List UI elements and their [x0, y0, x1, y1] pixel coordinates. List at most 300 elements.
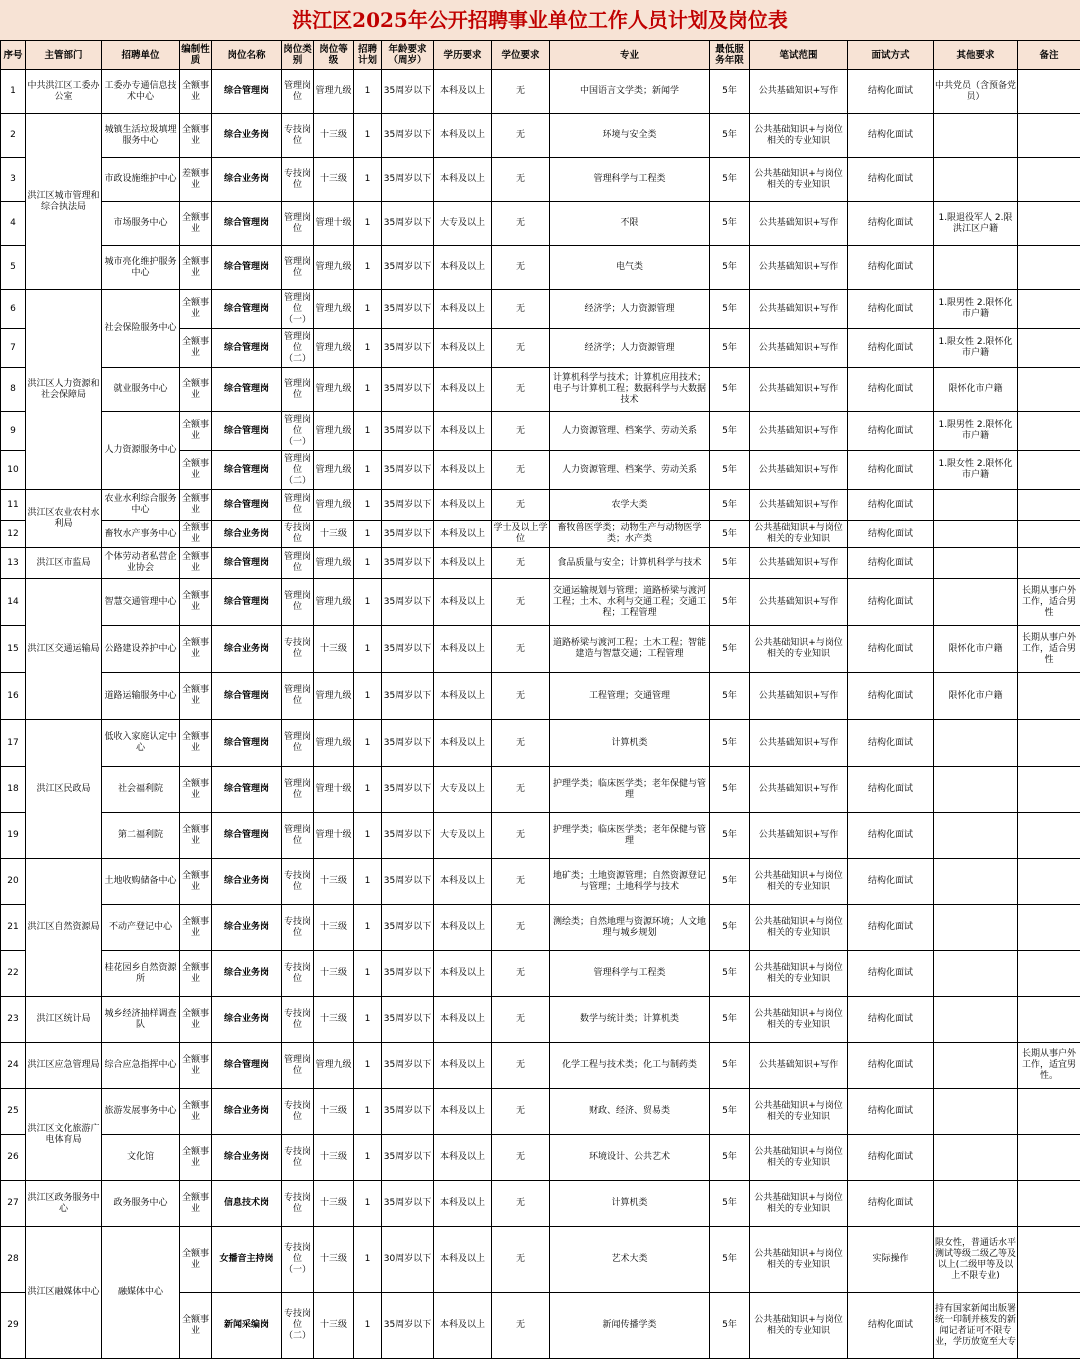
degree-cell: 无 [492, 905, 550, 951]
unit-cell: 融媒体中心 [102, 1227, 180, 1359]
service-years-cell: 5年 [710, 246, 750, 290]
department-cell: 洪江区农业农村水利局 [26, 490, 102, 548]
other-requirements-cell [934, 720, 1018, 767]
other-requirements-cell: 1.限男性 2.限怀化市户籍 [934, 290, 1018, 329]
degree-cell: 无 [492, 951, 550, 997]
plan-cell: 1 [354, 1181, 382, 1227]
unit-cell: 市政设施维护中心 [102, 158, 180, 202]
nature-cell: 全额事业 [180, 368, 212, 412]
exam-scope-cell: 公共基础知识+与岗位相关的专业知识 [750, 626, 848, 673]
degree-cell: 无 [492, 548, 550, 579]
degree-cell: 无 [492, 1135, 550, 1181]
post-name-cell: 综合管理岗 [212, 490, 282, 521]
nature-cell: 全额事业 [180, 673, 212, 720]
degree-cell: 无 [492, 70, 550, 114]
education-cell: 本科及以上 [434, 951, 492, 997]
note-cell [1018, 813, 1080, 859]
header-cell: 面试方式 [848, 41, 934, 70]
table-row [1, 720, 1080, 767]
plan-cell: 1 [354, 412, 382, 451]
post-level-cell: 管理九级 [314, 579, 354, 626]
page-title: 洪江区2025年公开招聘事业单位工作人员计划及岗位表 [0, 0, 1080, 40]
post-level-cell: 管理九级 [314, 720, 354, 767]
row-number-cell: 8 [1, 368, 26, 412]
post-category-cell: 专技岗位 [282, 158, 314, 202]
unit-cell: 个体劳动者私营企业协会 [102, 548, 180, 579]
nature-cell: 全额事业 [180, 720, 212, 767]
note-cell [1018, 997, 1080, 1043]
degree-cell: 无 [492, 290, 550, 329]
department-cell: 洪江区市监局 [26, 548, 102, 579]
education-cell: 本科及以上 [434, 1181, 492, 1227]
post-level-cell: 十三级 [314, 1293, 354, 1359]
unit-cell: 城乡经济抽样调查队 [102, 997, 180, 1043]
post-name-cell: 综合管理岗 [212, 451, 282, 490]
department-cell: 洪江区政务服务中心 [26, 1181, 102, 1227]
post-name-cell: 综合管理岗 [212, 368, 282, 412]
plan-cell: 1 [354, 905, 382, 951]
exam-scope-cell: 公共基础知识+与岗位相关的专业知识 [750, 905, 848, 951]
post-category-cell: 专技岗位（二） [282, 1293, 314, 1359]
plan-cell: 1 [354, 626, 382, 673]
header-cell: 编制性质 [180, 41, 212, 70]
post-category-cell: 专技岗位 [282, 1135, 314, 1181]
nature-cell: 差额事业 [180, 158, 212, 202]
table-row [1, 1227, 1080, 1293]
exam-scope-cell: 公共基础知识+写作 [750, 451, 848, 490]
unit-cell: 文化馆 [102, 1135, 180, 1181]
note-cell [1018, 1293, 1080, 1359]
age-cell: 35周岁以下 [382, 859, 434, 905]
post-category-cell: 专技岗位 [282, 997, 314, 1043]
header-cell: 其他要求 [934, 41, 1018, 70]
plan-cell: 1 [354, 1089, 382, 1135]
interview-cell: 结构化面试 [848, 1181, 934, 1227]
service-years-cell: 5年 [710, 767, 750, 813]
table-row [1, 626, 1080, 673]
service-years-cell: 5年 [710, 813, 750, 859]
note-cell [1018, 114, 1080, 158]
nature-cell: 全额事业 [180, 997, 212, 1043]
service-years-cell: 5年 [710, 673, 750, 720]
post-category-cell: 管理岗位 [282, 579, 314, 626]
nature-cell: 全额事业 [180, 1043, 212, 1089]
other-requirements-cell [934, 1135, 1018, 1181]
exam-scope-cell: 公共基础知识+与岗位相关的专业知识 [750, 1089, 848, 1135]
nature-cell: 全额事业 [180, 202, 212, 246]
row-number-cell: 29 [1, 1293, 26, 1359]
department-cell: 洪江区统计局 [26, 997, 102, 1043]
plan-cell: 1 [354, 246, 382, 290]
other-requirements-cell [934, 579, 1018, 626]
plan-cell: 1 [354, 1135, 382, 1181]
post-name-cell: 新闻采编岗 [212, 1293, 282, 1359]
post-name-cell: 综合管理岗 [212, 290, 282, 329]
education-cell: 本科及以上 [434, 673, 492, 720]
service-years-cell: 5年 [710, 1135, 750, 1181]
note-cell [1018, 158, 1080, 202]
other-requirements-cell [934, 813, 1018, 859]
table-row [1, 202, 1080, 246]
interview-cell: 结构化面试 [848, 767, 934, 813]
row-number-cell: 23 [1, 997, 26, 1043]
nature-cell: 全额事业 [180, 767, 212, 813]
note-cell: 长期从事户外工作，适合男性 [1018, 579, 1080, 626]
row-number-cell: 16 [1, 673, 26, 720]
department-cell: 洪江区人力资源和社会保障局 [26, 290, 102, 490]
unit-cell: 工委办专通信息技术中心 [102, 70, 180, 114]
service-years-cell: 5年 [710, 329, 750, 368]
degree-cell: 无 [492, 859, 550, 905]
major-cell: 农学大类 [550, 490, 710, 521]
service-years-cell: 5年 [710, 290, 750, 329]
table-header-row [1, 41, 1080, 70]
exam-scope-cell: 公共基础知识+与岗位相关的专业知识 [750, 521, 848, 548]
major-cell: 畜牧兽医学类；动物生产与动物医学类；水产类 [550, 521, 710, 548]
nature-cell: 全额事业 [180, 329, 212, 368]
education-cell: 本科及以上 [434, 859, 492, 905]
table-row [1, 951, 1080, 997]
post-name-cell: 综合管理岗 [212, 329, 282, 368]
major-cell: 不限 [550, 202, 710, 246]
post-category-cell: 管理岗位 [282, 246, 314, 290]
age-cell: 35周岁以下 [382, 548, 434, 579]
post-level-cell: 十三级 [314, 905, 354, 951]
note-cell [1018, 951, 1080, 997]
education-cell: 本科及以上 [434, 451, 492, 490]
unit-cell: 第二福利院 [102, 813, 180, 859]
nature-cell: 全额事业 [180, 1089, 212, 1135]
exam-scope-cell: 公共基础知识+与岗位相关的专业知识 [750, 997, 848, 1043]
post-category-cell: 管理岗位（一） [282, 290, 314, 329]
note-cell [1018, 859, 1080, 905]
age-cell: 35周岁以下 [382, 951, 434, 997]
note-cell [1018, 767, 1080, 813]
note-cell [1018, 1135, 1080, 1181]
nature-cell: 全额事业 [180, 70, 212, 114]
nature-cell: 全额事业 [180, 548, 212, 579]
note-cell [1018, 548, 1080, 579]
nature-cell: 全额事业 [180, 859, 212, 905]
service-years-cell: 5年 [710, 1227, 750, 1293]
interview-cell: 结构化面试 [848, 1293, 934, 1359]
other-requirements-cell [934, 246, 1018, 290]
unit-cell: 不动产登记中心 [102, 905, 180, 951]
education-cell: 本科及以上 [434, 1293, 492, 1359]
row-number-cell: 1 [1, 70, 26, 114]
plan-cell: 1 [354, 290, 382, 329]
major-cell: 化学工程与技术类；化工与制药类 [550, 1043, 710, 1089]
plan-cell: 1 [354, 202, 382, 246]
unit-cell: 智慧交通管理中心 [102, 579, 180, 626]
exam-scope-cell: 公共基础知识+与岗位相关的专业知识 [750, 1135, 848, 1181]
header-cell: 学位要求 [492, 41, 550, 70]
post-category-cell: 管理岗位 [282, 813, 314, 859]
major-cell: 交通运输规划与管理；道路桥梁与渡河工程；土木、水利与交通工程；交通工程；工程管理 [550, 579, 710, 626]
post-name-cell: 综合管理岗 [212, 673, 282, 720]
note-cell [1018, 329, 1080, 368]
post-category-cell: 专技岗位 [282, 905, 314, 951]
interview-cell: 结构化面试 [848, 202, 934, 246]
post-level-cell: 管理九级 [314, 548, 354, 579]
post-name-cell: 综合业务岗 [212, 1135, 282, 1181]
post-category-cell: 管理岗位 [282, 70, 314, 114]
plan-cell: 1 [354, 997, 382, 1043]
header-cell: 岗位类别 [282, 41, 314, 70]
service-years-cell: 5年 [710, 859, 750, 905]
unit-cell: 公路建设养护中心 [102, 626, 180, 673]
degree-cell: 无 [492, 202, 550, 246]
unit-cell: 旅游发展事务中心 [102, 1089, 180, 1135]
unit-cell: 社会保险服务中心 [102, 290, 180, 368]
table-row [1, 673, 1080, 720]
exam-scope-cell: 公共基础知识+写作 [750, 548, 848, 579]
post-level-cell: 十三级 [314, 997, 354, 1043]
education-cell: 本科及以上 [434, 290, 492, 329]
interview-cell: 结构化面试 [848, 720, 934, 767]
post-category-cell: 管理岗位 [282, 767, 314, 813]
plan-cell: 1 [354, 548, 382, 579]
row-number-cell: 17 [1, 720, 26, 767]
service-years-cell: 5年 [710, 548, 750, 579]
age-cell: 35周岁以下 [382, 626, 434, 673]
post-category-cell: 专技岗位 [282, 859, 314, 905]
post-name-cell: 综合管理岗 [212, 767, 282, 813]
service-years-cell: 5年 [710, 70, 750, 114]
service-years-cell: 5年 [710, 368, 750, 412]
major-cell: 人力资源管理、档案学、劳动关系 [550, 451, 710, 490]
exam-scope-cell: 公共基础知识+写作 [750, 813, 848, 859]
major-cell: 环境与安全类 [550, 114, 710, 158]
service-years-cell: 5年 [710, 1181, 750, 1227]
table-row [1, 412, 1080, 451]
degree-cell: 无 [492, 158, 550, 202]
nature-cell: 全额事业 [180, 1227, 212, 1293]
age-cell: 35周岁以下 [382, 673, 434, 720]
row-number-cell: 2 [1, 114, 26, 158]
interview-cell: 结构化面试 [848, 329, 934, 368]
table-row [1, 1089, 1080, 1135]
header-cell: 备注 [1018, 41, 1080, 70]
service-years-cell: 5年 [710, 1293, 750, 1359]
interview-cell: 结构化面试 [848, 158, 934, 202]
education-cell: 本科及以上 [434, 720, 492, 767]
nature-cell: 全额事业 [180, 1181, 212, 1227]
interview-cell: 结构化面试 [848, 490, 934, 521]
post-name-cell: 综合业务岗 [212, 521, 282, 548]
note-cell [1018, 521, 1080, 548]
age-cell: 35周岁以下 [382, 1043, 434, 1089]
education-cell: 本科及以上 [434, 579, 492, 626]
nature-cell: 全额事业 [180, 521, 212, 548]
department-cell: 洪江区交通运输局 [26, 579, 102, 720]
age-cell: 35周岁以下 [382, 767, 434, 813]
post-level-cell: 十三级 [314, 626, 354, 673]
age-cell: 35周岁以下 [382, 579, 434, 626]
post-name-cell: 综合管理岗 [212, 548, 282, 579]
unit-cell: 市场服务中心 [102, 202, 180, 246]
other-requirements-cell: 限女性，普通话水平测试等级二级乙等及以上(二级甲等及以上不限专业) [934, 1227, 1018, 1293]
post-category-cell: 管理岗位 [282, 490, 314, 521]
interview-cell: 结构化面试 [848, 114, 934, 158]
education-cell: 本科及以上 [434, 521, 492, 548]
post-level-cell: 管理九级 [314, 451, 354, 490]
education-cell: 本科及以上 [434, 329, 492, 368]
unit-cell: 畜牧水产事务中心 [102, 521, 180, 548]
table-row [1, 1135, 1080, 1181]
header-cell: 年龄要求（周岁） [382, 41, 434, 70]
header-cell: 学历要求 [434, 41, 492, 70]
post-name-cell: 综合管理岗 [212, 720, 282, 767]
service-years-cell: 5年 [710, 951, 750, 997]
department-cell: 中共洪江区工委办公室 [26, 70, 102, 114]
note-cell [1018, 905, 1080, 951]
header-cell: 招聘计划 [354, 41, 382, 70]
service-years-cell: 5年 [710, 997, 750, 1043]
service-years-cell: 5年 [710, 720, 750, 767]
post-name-cell: 女播音主持岗 [212, 1227, 282, 1293]
post-name-cell: 综合管理岗 [212, 813, 282, 859]
post-name-cell: 综合业务岗 [212, 158, 282, 202]
table-row [1, 246, 1080, 290]
degree-cell: 学士及以上学位 [492, 521, 550, 548]
row-number-cell: 4 [1, 202, 26, 246]
other-requirements-cell: 1.限女性 2.限怀化市户籍 [934, 451, 1018, 490]
post-name-cell: 综合管理岗 [212, 202, 282, 246]
major-cell: 护理学类；临床医学类；老年保健与管理 [550, 813, 710, 859]
plan-cell: 1 [354, 451, 382, 490]
major-cell: 中国语言文学类；新闻学 [550, 70, 710, 114]
exam-scope-cell: 公共基础知识+与岗位相关的专业知识 [750, 951, 848, 997]
age-cell: 35周岁以下 [382, 1181, 434, 1227]
plan-cell: 1 [354, 70, 382, 114]
plan-cell: 1 [354, 813, 382, 859]
post-category-cell: 专技岗位 [282, 521, 314, 548]
nature-cell: 全额事业 [180, 951, 212, 997]
degree-cell: 无 [492, 813, 550, 859]
degree-cell: 无 [492, 997, 550, 1043]
education-cell: 本科及以上 [434, 548, 492, 579]
major-cell: 道路桥梁与渡河工程；土木工程；智能建造与智慧交通；工程管理 [550, 626, 710, 673]
note-cell [1018, 290, 1080, 329]
unit-cell: 桂花园乡自然资源所 [102, 951, 180, 997]
interview-cell: 结构化面试 [848, 859, 934, 905]
interview-cell: 结构化面试 [848, 70, 934, 114]
other-requirements-cell [934, 521, 1018, 548]
age-cell: 35周岁以下 [382, 813, 434, 859]
degree-cell: 无 [492, 767, 550, 813]
unit-cell: 城镇生活垃圾填埋服务中心 [102, 114, 180, 158]
department-cell: 洪江区应急管理局 [26, 1043, 102, 1089]
nature-cell: 全额事业 [180, 114, 212, 158]
post-level-cell: 十三级 [314, 859, 354, 905]
education-cell: 本科及以上 [434, 1089, 492, 1135]
plan-cell: 1 [354, 521, 382, 548]
degree-cell: 无 [492, 412, 550, 451]
other-requirements-cell: 限怀化市户籍 [934, 626, 1018, 673]
note-cell [1018, 202, 1080, 246]
interview-cell: 结构化面试 [848, 451, 934, 490]
education-cell: 本科及以上 [434, 1135, 492, 1181]
row-number-cell: 21 [1, 905, 26, 951]
note-cell [1018, 1227, 1080, 1293]
table-row [1, 548, 1080, 579]
major-cell: 经济学；人力资源管理 [550, 329, 710, 368]
exam-scope-cell: 公共基础知识+与岗位相关的专业知识 [750, 158, 848, 202]
other-requirements-cell [934, 1089, 1018, 1135]
row-number-cell: 25 [1, 1089, 26, 1135]
education-cell: 本科及以上 [434, 905, 492, 951]
exam-scope-cell: 公共基础知识+写作 [750, 329, 848, 368]
row-number-cell: 12 [1, 521, 26, 548]
department-cell: 洪江区文化旅游广电体育局 [26, 1089, 102, 1181]
plan-cell: 1 [354, 579, 382, 626]
post-level-cell: 管理九级 [314, 412, 354, 451]
nature-cell: 全额事业 [180, 290, 212, 329]
service-years-cell: 5年 [710, 1089, 750, 1135]
plan-cell: 1 [354, 114, 382, 158]
post-level-cell: 十三级 [314, 1135, 354, 1181]
post-level-cell: 十三级 [314, 114, 354, 158]
age-cell: 35周岁以下 [382, 246, 434, 290]
post-level-cell: 十三级 [314, 951, 354, 997]
nature-cell: 全额事业 [180, 451, 212, 490]
degree-cell: 无 [492, 1227, 550, 1293]
post-category-cell: 专技岗位 [282, 1089, 314, 1135]
degree-cell: 无 [492, 368, 550, 412]
education-cell: 本科及以上 [434, 70, 492, 114]
post-level-cell: 管理九级 [314, 70, 354, 114]
major-cell: 计算机类 [550, 720, 710, 767]
post-category-cell: 管理岗位 [282, 720, 314, 767]
major-cell: 艺术大类 [550, 1227, 710, 1293]
nature-cell: 全额事业 [180, 905, 212, 951]
degree-cell: 无 [492, 246, 550, 290]
unit-cell: 综合应急指挥中心 [102, 1043, 180, 1089]
unit-cell: 政务服务中心 [102, 1181, 180, 1227]
degree-cell: 无 [492, 1089, 550, 1135]
post-name-cell: 信息技术岗 [212, 1181, 282, 1227]
service-years-cell: 5年 [710, 412, 750, 451]
interview-cell: 结构化面试 [848, 1135, 934, 1181]
education-cell: 本科及以上 [434, 490, 492, 521]
exam-scope-cell: 公共基础知识+写作 [750, 720, 848, 767]
row-number-cell: 24 [1, 1043, 26, 1089]
interview-cell: 结构化面试 [848, 951, 934, 997]
note-cell [1018, 490, 1080, 521]
education-cell: 本科及以上 [434, 412, 492, 451]
other-requirements-cell [934, 1181, 1018, 1227]
other-requirements-cell [934, 114, 1018, 158]
service-years-cell: 5年 [710, 451, 750, 490]
post-name-cell: 综合管理岗 [212, 412, 282, 451]
other-requirements-cell: 1.限退役军人 2.限洪江区户籍 [934, 202, 1018, 246]
post-name-cell: 综合管理岗 [212, 70, 282, 114]
post-name-cell: 综合业务岗 [212, 905, 282, 951]
post-level-cell: 十三级 [314, 158, 354, 202]
age-cell: 35周岁以下 [382, 114, 434, 158]
post-level-cell: 十三级 [314, 1181, 354, 1227]
major-cell: 地矿类；土地资源管理；自然资源登记与管理；土地科学与技术 [550, 859, 710, 905]
interview-cell: 结构化面试 [848, 246, 934, 290]
other-requirements-cell: 中共党员（含预备党员） [934, 70, 1018, 114]
plan-cell: 1 [354, 1043, 382, 1089]
degree-cell: 无 [492, 720, 550, 767]
unit-cell: 农业水利综合服务中心 [102, 490, 180, 521]
plan-cell: 1 [354, 1227, 382, 1293]
exam-scope-cell: 公共基础知识+写作 [750, 70, 848, 114]
age-cell: 35周岁以下 [382, 368, 434, 412]
